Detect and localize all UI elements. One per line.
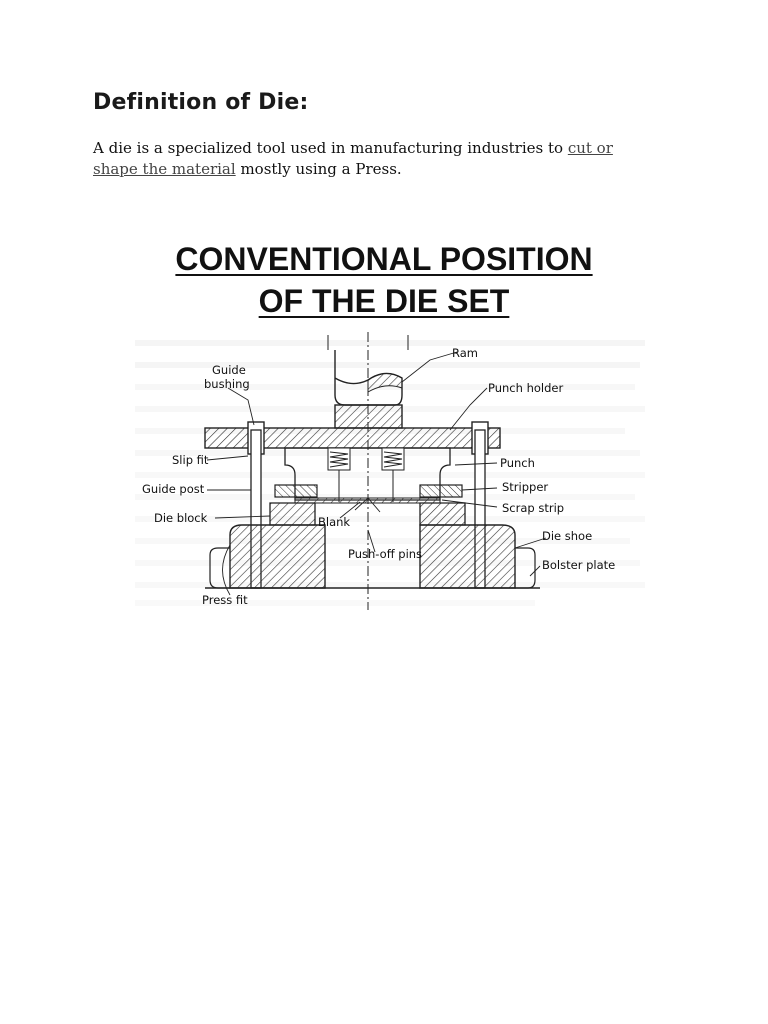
stripper-right — [420, 485, 462, 497]
die-block-left — [270, 503, 315, 525]
label-punch-holder: Punch holder — [488, 381, 564, 395]
definition-paragraph — [93, 138, 653, 180]
die-shoe-right — [420, 525, 515, 588]
label-guide-post: Guide post — [142, 482, 205, 496]
cut-or-shape-link[interactable]: cut or shape the material — [93, 139, 613, 178]
label-stripper: Stripper — [502, 480, 549, 494]
label-guide-bushing-line1: Guide — [212, 363, 246, 377]
definition-text-start: A die is a specialized tool used in manufacturing industries to — [93, 139, 568, 157]
label-scrap-strip: Scrap strip — [502, 501, 565, 515]
label-die-shoe: Die shoe — [542, 529, 593, 543]
label-blank: Blank — [318, 515, 351, 529]
label-push-off-pins: Push-off pins — [348, 547, 423, 561]
title-line-2: OF THE DIE SET — [258, 283, 510, 319]
page-heading: Definition of Die: — [93, 90, 309, 115]
die-block-right — [420, 503, 465, 525]
stripper-left — [275, 485, 317, 497]
definition-text-end: mostly using a Press. — [235, 160, 402, 178]
label-guide-bushing-line2: bushing — [204, 377, 250, 391]
die-set-diagram — [130, 330, 650, 615]
label-ram: Ram — [452, 346, 478, 360]
label-press-fit: Press fit — [202, 593, 248, 607]
label-bolster-plate: Bolster plate — [542, 558, 616, 572]
shank — [335, 405, 402, 428]
label-punch: Punch — [500, 456, 535, 470]
die-set-drawing — [130, 330, 650, 615]
section-title — [100, 238, 668, 322]
label-die-block: Die block — [154, 511, 208, 525]
title-line-1: CONVENTIONAL POSITION — [175, 241, 593, 277]
label-slip-fit: Slip fit — [172, 453, 209, 467]
die-shoe-left — [230, 525, 325, 588]
